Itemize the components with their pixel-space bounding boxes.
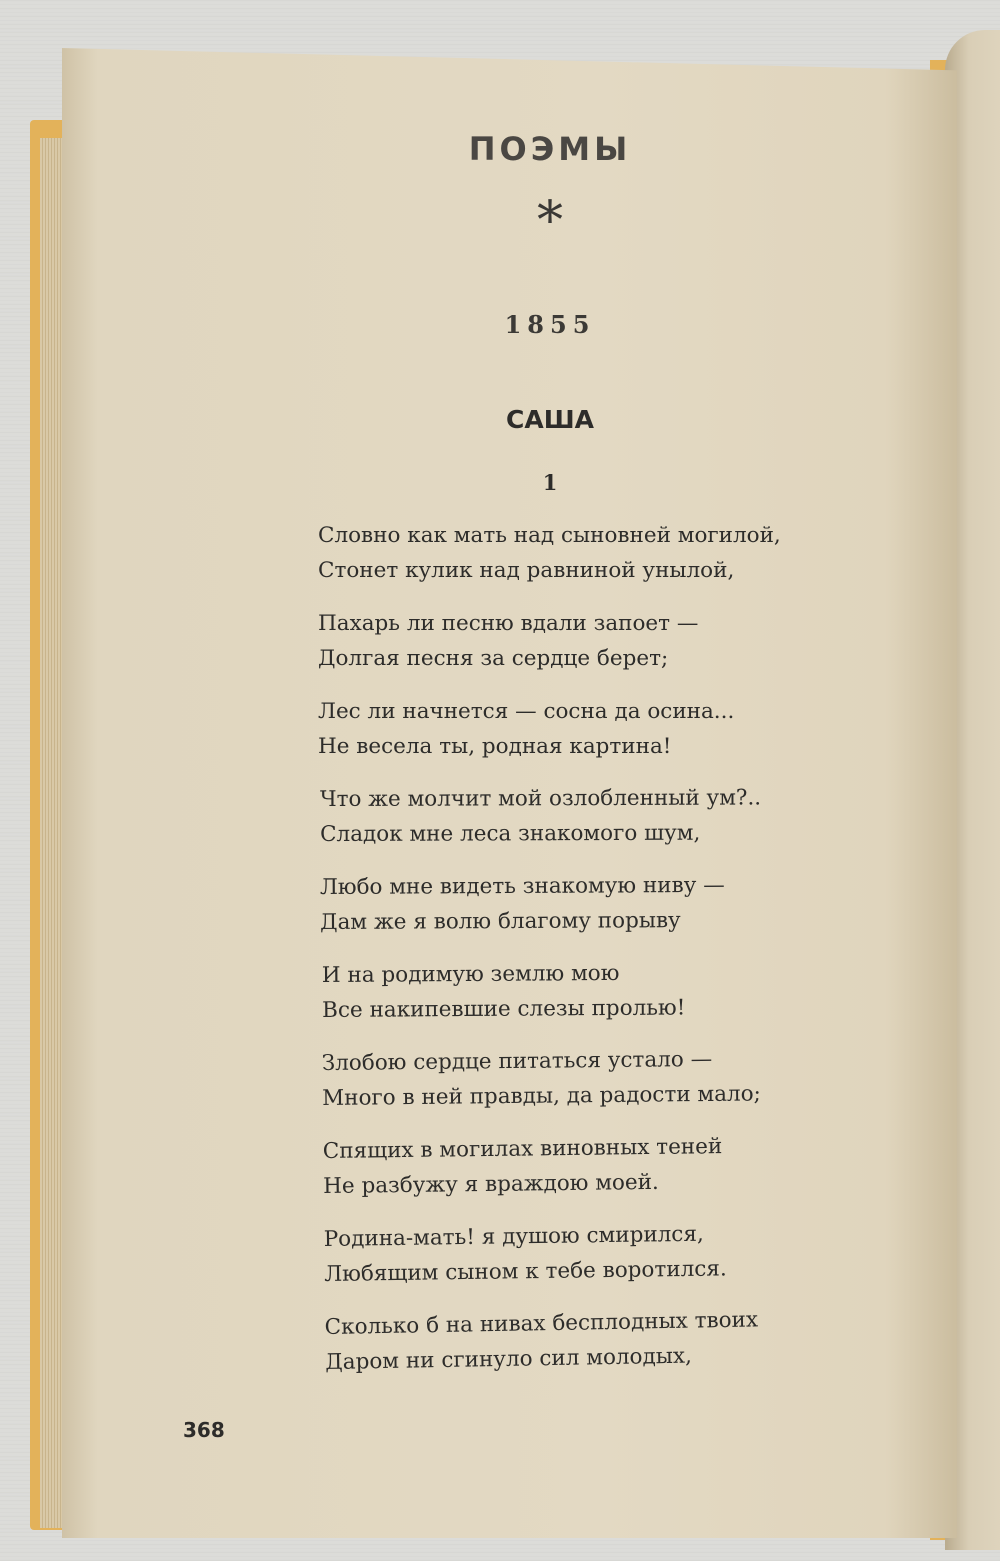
verse-line: Все накипевшие слезы пролью! xyxy=(322,995,686,1023)
verse-line: Родина-мать! я душою смирился, xyxy=(323,1221,704,1253)
stanza xyxy=(320,867,880,940)
verse-line: Лес ли начнется — сосна да осина... xyxy=(318,699,735,724)
verse-line: Сладок мне леса знакомого шум, xyxy=(320,820,701,847)
stanza xyxy=(324,1300,885,1380)
section-title: ПОЭМЫ xyxy=(468,130,632,168)
stanza xyxy=(318,694,878,764)
poem-title: САША xyxy=(506,405,594,434)
verse-line: Много в ней правды, да радости мало; xyxy=(322,1081,761,1111)
verse-line: Любо мне видеть знакомую ниву — xyxy=(319,872,725,901)
verse-line: Что же молчит мой озлобленный ум?.. xyxy=(319,785,762,812)
stanza xyxy=(318,606,878,676)
verse-line: Даром ни сгинуло сил молодых, xyxy=(325,1343,693,1375)
verse-line: Пахарь ли песню вдали запоет — xyxy=(318,611,699,636)
verse-line: Стонет кулик над равниной унылой, xyxy=(318,558,735,583)
stanza xyxy=(320,780,880,852)
year-heading: 1855 xyxy=(504,310,596,339)
stanza xyxy=(322,954,882,1028)
verse-line: Словно как мать над сыновней могилой, xyxy=(318,523,781,548)
verse-line: И на родимую землю мою xyxy=(321,960,620,989)
verse-line: Злобою сердце питаться устало — xyxy=(321,1046,713,1077)
verse-line: Не весела ты, родная картина! xyxy=(318,734,672,759)
stanza xyxy=(322,1040,883,1116)
stanza xyxy=(324,1214,885,1292)
page-number: 368 xyxy=(183,1418,225,1442)
verse-line: Любящим сыном к тебе воротился. xyxy=(324,1256,727,1287)
verse-line: Не разбужу я враждою моей. xyxy=(323,1169,659,1199)
stanza xyxy=(323,1127,884,1204)
verse-line: Сколько б на нивах бесплодных твоих xyxy=(324,1307,759,1341)
poem-text xyxy=(318,518,878,1398)
verse-line: Дам же я волю благому порыву xyxy=(320,908,681,935)
verse-line: Долгая песня за сердце берет; xyxy=(318,646,669,671)
part-number: 1 xyxy=(542,470,558,495)
asterism-ornament: * xyxy=(537,191,563,251)
verse-line: Спящих в могилах виновных теней xyxy=(322,1134,723,1165)
stanza xyxy=(318,518,878,588)
